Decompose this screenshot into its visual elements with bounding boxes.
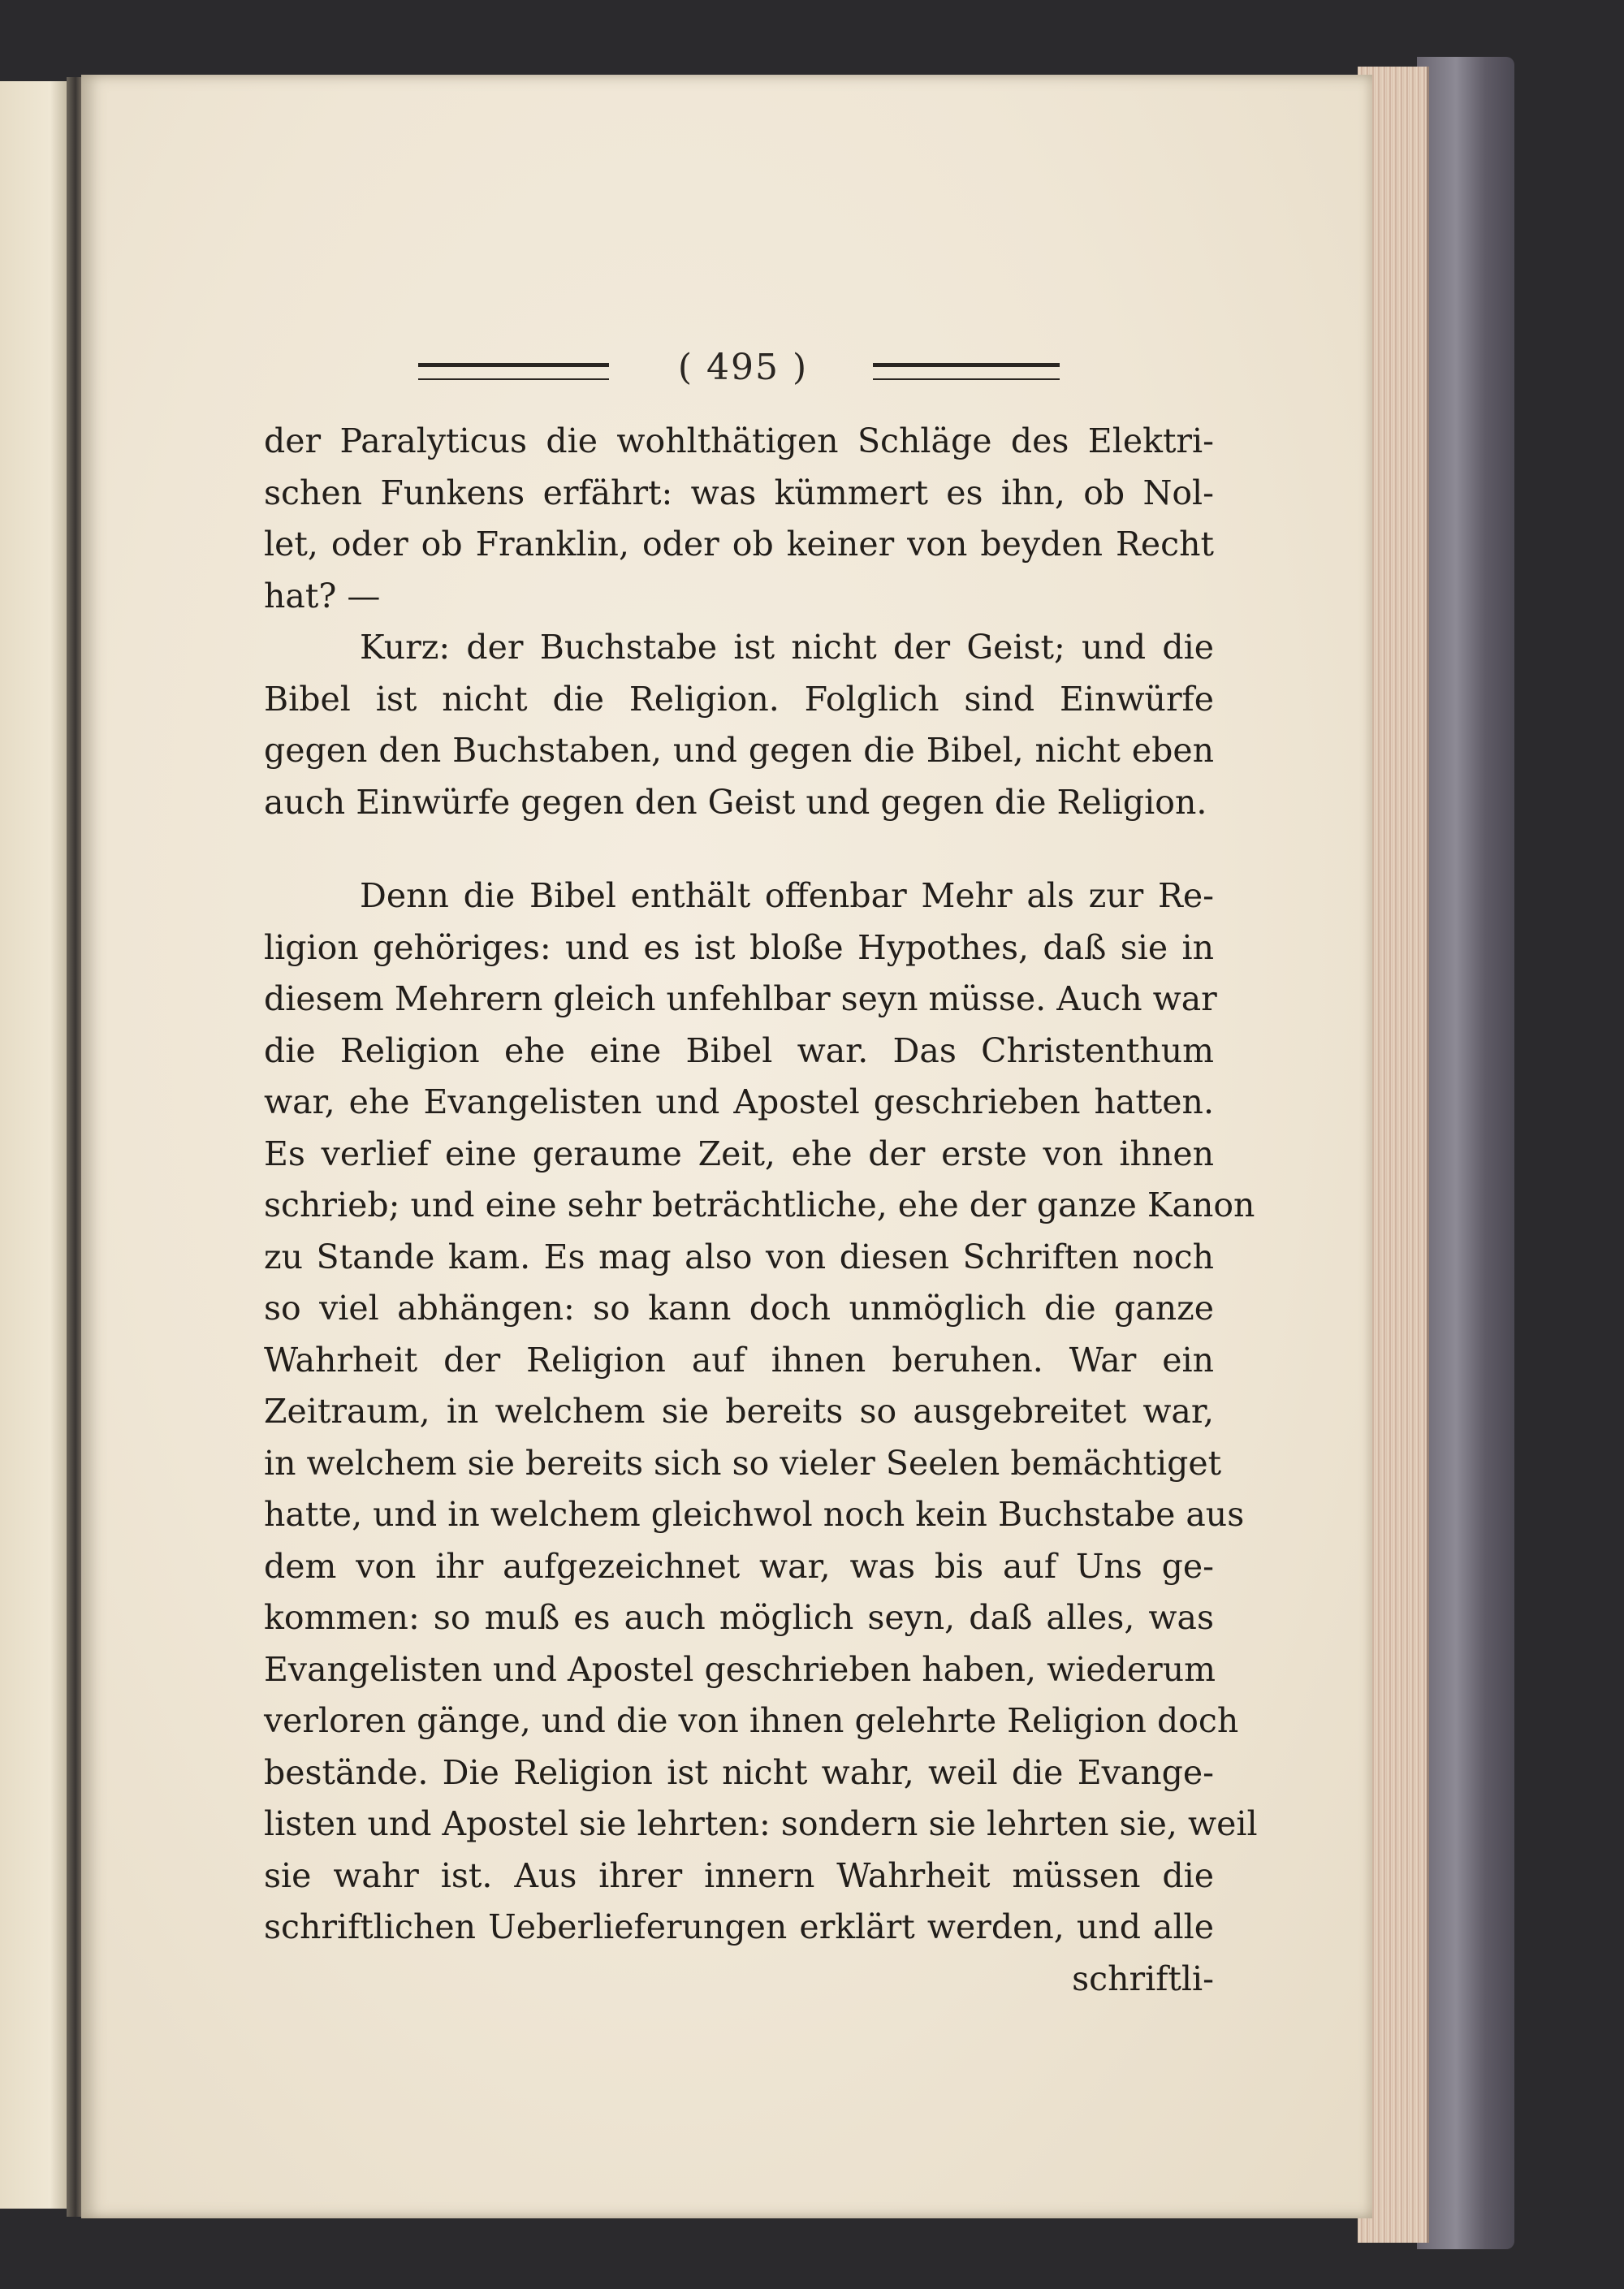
text-line: schrieb; und eine sehr beträchtliche, ehe der ganze Kanon bbox=[264, 1186, 1255, 1224]
text-line: diesem Mehrern gleich unfehlbar seyn müsse. Auch war bbox=[264, 979, 1217, 1018]
page-number: ( 495 ) bbox=[677, 347, 809, 388]
text-line: dem von ihr aufgezeichnet war, was bis auf Uns ge- bbox=[264, 1546, 1214, 1586]
text-line: hatte, und in welchem gleichwol noch kein Buchstabe aus bbox=[264, 1495, 1245, 1534]
text-line: in welchem sie bereits sich so vieler Seelen bemächtiget bbox=[264, 1443, 1222, 1483]
text-line: die Religion ehe eine Bibel war. Das Christenthum bbox=[264, 1030, 1214, 1070]
text-line: ligion gehöriges: und es ist bloße Hypothes, daß sie in bbox=[264, 927, 1214, 967]
text-line: Es verlief eine geraume Zeit, ehe der erste von ihnen bbox=[264, 1134, 1214, 1173]
text-line: Evangelisten und Apostel geschrieben haben, wiederum bbox=[264, 1649, 1216, 1689]
header-rule-right bbox=[873, 363, 1060, 380]
text-line: Wahrheit der Religion auf ihnen beruhen. War ein bbox=[264, 1340, 1214, 1380]
text-line: listen und Apostel sie lehrten: sondern sie lehrten sie, weil bbox=[264, 1804, 1258, 1843]
text-line: verloren gänge, und die von ihnen gelehrte Religion doch bbox=[264, 1701, 1239, 1740]
text-line: schriftlichen Ueberlieferungen erklärt werden, und alle bbox=[264, 1907, 1214, 1946]
left-facing-page bbox=[0, 81, 71, 2209]
text-line: Zeitraum, in welchem sie bereits so ausgebreitet war, bbox=[264, 1392, 1214, 1431]
body-text bbox=[264, 416, 1258, 2005]
book-cover-board bbox=[1417, 57, 1514, 2249]
header-rule-left bbox=[418, 363, 609, 380]
catchword: schriftli- bbox=[1072, 1959, 1214, 1998]
text-line: bestände. Die Religion ist nicht wahr, weil die Evange- bbox=[264, 1752, 1214, 1792]
text-line: der Paralyticus die wohlthätigen Schläge des Elektri- bbox=[264, 421, 1214, 460]
text-line: so viel abhängen: so kann doch unmöglich die ganze bbox=[264, 1289, 1214, 1328]
text-line: Bibel ist nicht die Religion. Folglich sind Einwürfe bbox=[264, 679, 1214, 719]
text-line: kommen: so muß es auch möglich seyn, daß alles, was bbox=[264, 1598, 1214, 1637]
text-line: zu Stande kam. Es mag also von diesen Schriften noch bbox=[264, 1237, 1214, 1276]
paragraph-gap bbox=[264, 828, 1214, 870]
text-line: auch Einwürfe gegen den Geist und gegen die Religion. bbox=[264, 782, 1207, 822]
book-page bbox=[81, 75, 1372, 2218]
text-line: gegen den Buchstaben, und gegen die Bibel, nicht eben bbox=[264, 731, 1214, 770]
text-line: Denn die Bibel enthält offenbar Mehr als zur Re- bbox=[360, 876, 1214, 915]
text-line: let, oder ob Franklin, oder ob keiner von beyden Recht bbox=[264, 525, 1214, 564]
text-line: sie wahr ist. Aus ihrer innern Wahrheit müssen die bbox=[264, 1855, 1214, 1895]
text-line: Kurz: der Buchstabe ist nicht der Geist; und die bbox=[360, 628, 1214, 667]
text-line: hat? — bbox=[264, 576, 381, 615]
text-line: schen Funkens erfährt: was kümmert es ihn, ob Nol- bbox=[264, 473, 1214, 512]
page-header bbox=[418, 347, 1068, 395]
text-line: war, ehe Evangelisten und Apostel geschrieben hatten. bbox=[264, 1082, 1214, 1121]
